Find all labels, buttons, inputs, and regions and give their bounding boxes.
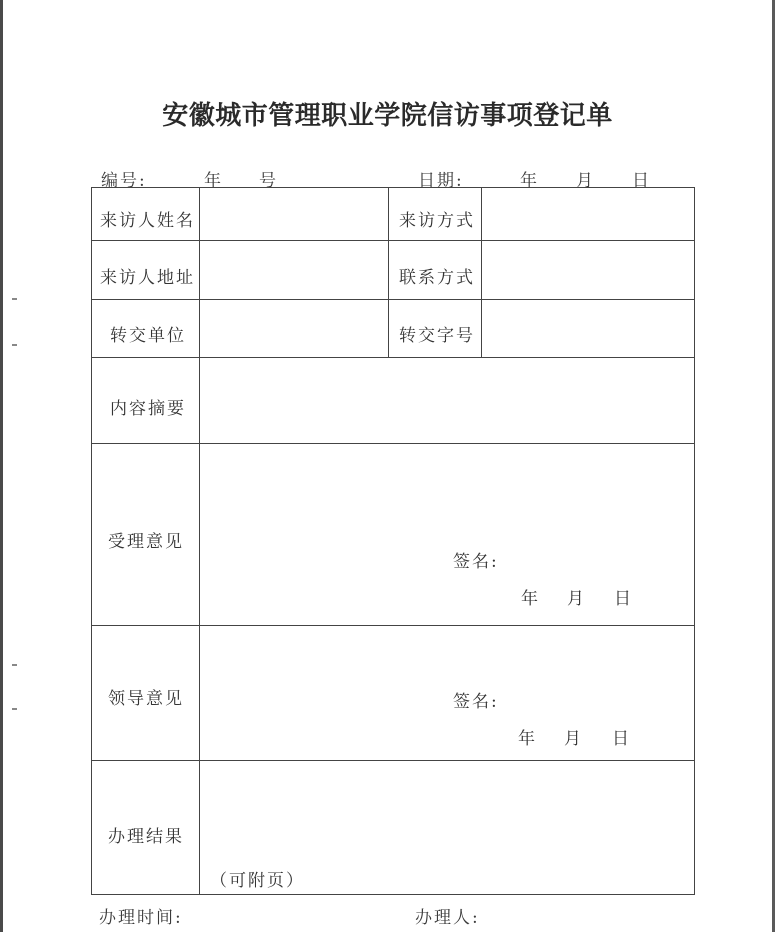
attach-note: （可附页）	[210, 871, 305, 891]
col-divider	[388, 188, 389, 357]
summary-label: 内容摘要	[110, 399, 186, 419]
row-divider	[92, 443, 694, 444]
handling-result-label: 办理结果	[108, 827, 184, 847]
row-divider	[92, 357, 694, 358]
summary-field[interactable]	[201, 359, 693, 442]
acceptance-year: 年	[521, 589, 540, 609]
leader-day: 日	[612, 729, 631, 749]
leader-year: 年	[518, 729, 537, 749]
scan-edge-left	[0, 0, 3, 932]
visitor-name-field[interactable]	[201, 189, 387, 239]
row-divider	[92, 240, 694, 241]
acceptance-month: 月	[567, 589, 586, 609]
col-divider	[199, 188, 200, 894]
date-month: 月	[576, 171, 595, 191]
visitor-address-label: 来访人地址	[100, 268, 195, 288]
row-divider	[92, 299, 694, 300]
row-divider	[92, 760, 694, 761]
number-label: 编号:	[101, 171, 147, 191]
date-label: 日期:	[418, 171, 464, 191]
leader-month: 月	[564, 729, 583, 749]
transfer-number-field[interactable]	[483, 301, 693, 356]
col-divider	[481, 188, 482, 357]
contact-method-field[interactable]	[483, 242, 693, 298]
handler-label: 办理人:	[415, 908, 480, 928]
visitor-address-field[interactable]	[201, 242, 387, 298]
number-year: 年	[204, 171, 223, 191]
transfer-unit-field[interactable]	[201, 301, 387, 356]
transfer-unit-label: 转交单位	[110, 326, 186, 346]
registration-table	[91, 187, 695, 895]
acceptance-opinion-label: 受理意见	[108, 532, 184, 552]
visit-method-field[interactable]	[483, 189, 693, 239]
form-title: 安徽城市管理职业学院信访事项登记单	[162, 101, 613, 131]
row-divider	[92, 625, 694, 626]
leader-opinion-label: 领导意见	[108, 689, 184, 709]
handling-time-label: 办理时间:	[99, 908, 183, 928]
visitor-name-label: 来访人姓名	[100, 211, 195, 231]
visit-method-label: 来访方式	[399, 211, 475, 231]
date-year: 年	[520, 171, 539, 191]
acceptance-day: 日	[614, 589, 633, 609]
contact-method-label: 联系方式	[399, 268, 475, 288]
number-hao: 号	[259, 171, 278, 191]
date-day: 日	[632, 171, 651, 191]
scan-mark	[12, 708, 17, 710]
transfer-number-label: 转交字号	[399, 326, 475, 346]
scan-mark	[12, 344, 17, 346]
scan-mark	[12, 298, 17, 300]
acceptance-sign-label: 签名:	[453, 552, 499, 572]
scan-mark	[12, 664, 17, 666]
leader-sign-label: 签名:	[453, 692, 499, 712]
